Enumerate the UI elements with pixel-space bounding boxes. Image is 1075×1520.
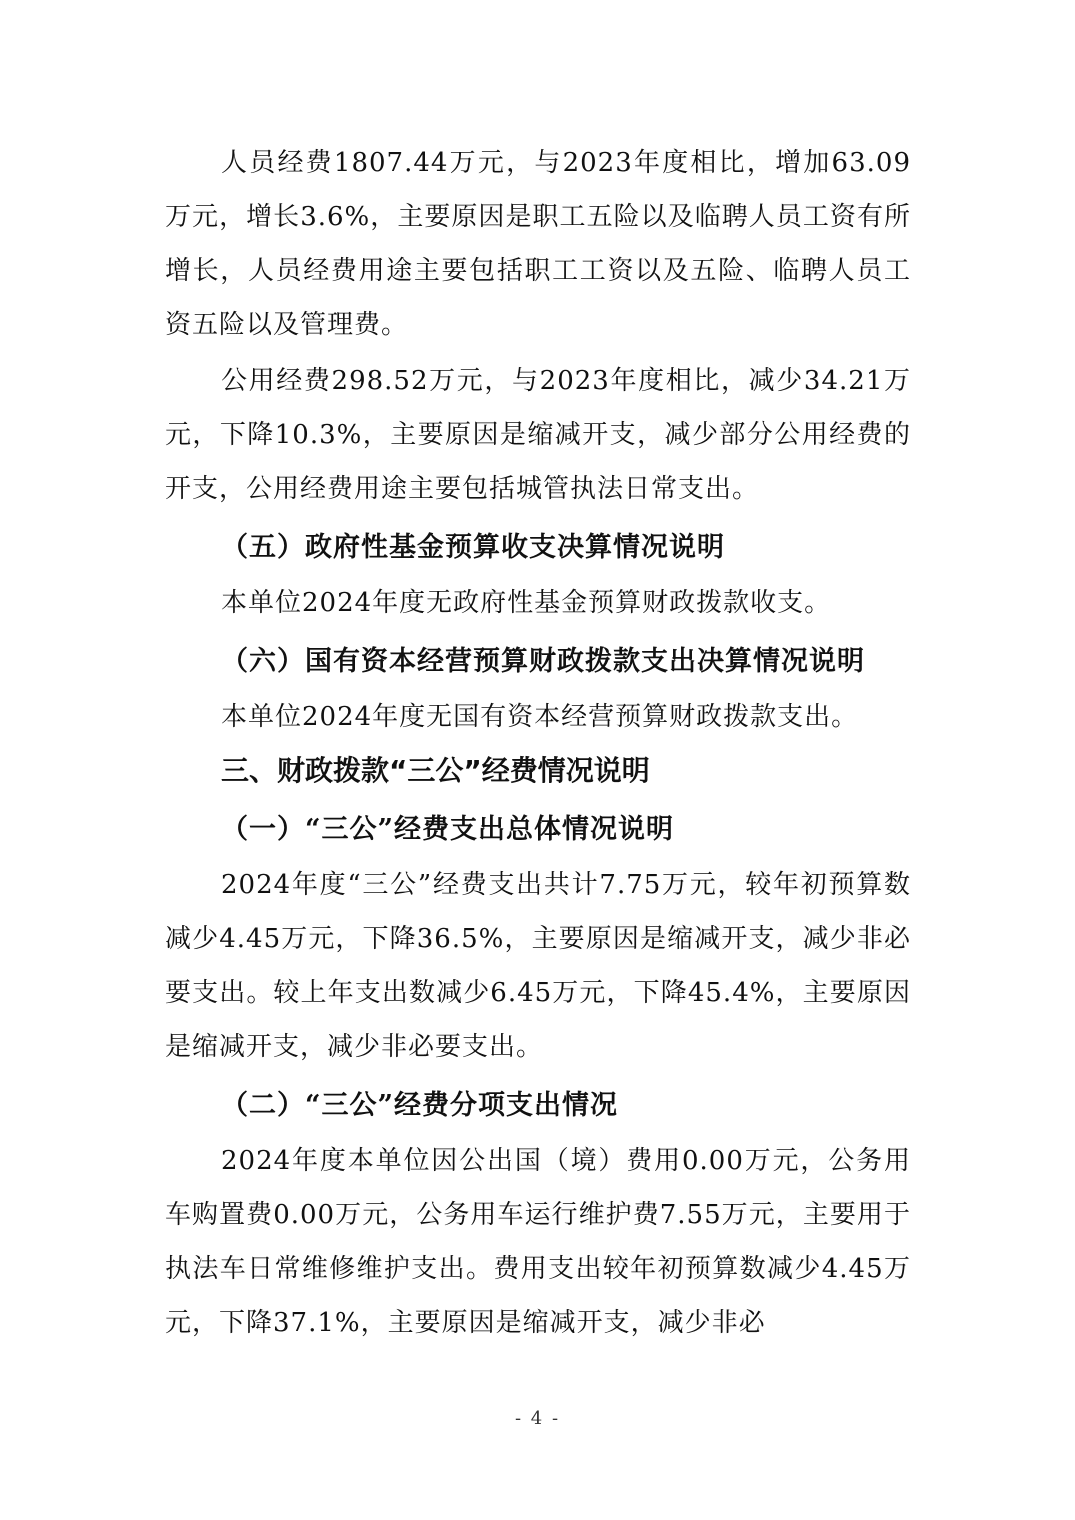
heading-three-public-expenses: 三、财政拨款“三公”经费情况说明 <box>221 754 650 787</box>
heading-government-fund-budget: （五）政府性基金预算收支决算情况说明 <box>221 532 725 563</box>
paragraph-three-public-itemized: 2024年度本单位因公出国（境）费用0.00万元，公务用车购置费0.00万元，公务用车运行维护费7.55万元，主要用于执法车日常维修维护支出。费用支出较年初预算数减少4.45万元，下降37.1%，主要原因是缩减开支，减少非必 <box>165 1146 911 1338</box>
page-number: - 4 - <box>514 1408 561 1429</box>
heading-three-public-overall: （一）“三公”经费支出总体情况说明 <box>221 814 675 845</box>
paragraph-three-public-overall: 2024年度“三公”经费支出共计7.75万元，较年初预算数减少4.45万元，下降36.5%，主要原因是缩减开支，减少非必要支出。较上年支出数减少6.45万元，下降45.4%，主要原因是缩减开支，减少非必要支出。 <box>165 870 911 1062</box>
paragraph-state-capital-budget: 本单位2024年度无国有资本经营预算财政拨款支出。 <box>221 702 859 732</box>
heading-three-public-itemized: （二）“三公”经费分项支出情况 <box>221 1090 619 1121</box>
paragraph-public-expenses: 公用经费298.52万元，与2023年度相比，减少34.21万元，下降10.3%，主要原因是缩减开支，减少部分公用经费的开支，公用经费用途主要包括城管执法日常支出。 <box>165 366 911 504</box>
document-body <box>165 136 911 1350</box>
paragraph-personnel-expenses: 人员经费1807.44万元，与2023年度相比，增加63.09万元，增长3.6%，主要原因是职工五险以及临聘人员工资有所增长，人员经费用途主要包括职工工资以及五险、临聘人员工资五险以及管理费。 <box>165 148 911 340</box>
paragraph-government-fund-budget: 本单位2024年度无政府性基金预算财政拨款收支。 <box>221 588 832 618</box>
heading-state-capital-budget: （六）国有资本经营预算财政拨款支出决算情况说明 <box>221 646 865 677</box>
